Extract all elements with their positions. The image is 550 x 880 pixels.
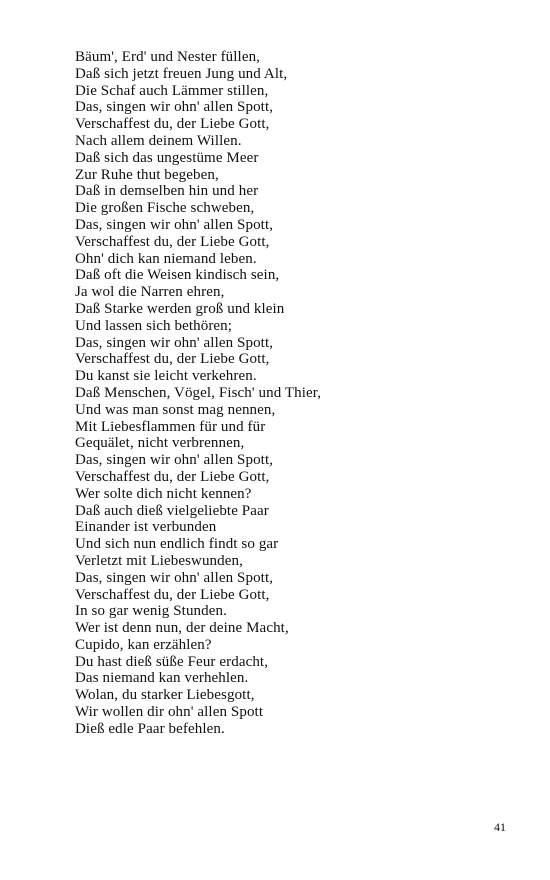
poem-line: Und was man sonst mag nennen,: [75, 401, 276, 418]
poem-line: Verschaffest du, der Liebe Gott,: [75, 351, 270, 368]
poem-line: Wer solte dich nicht kennen?: [75, 485, 252, 502]
poem-line: Cupido, kan erzählen?: [75, 636, 212, 653]
poem-text: [75, 49, 515, 738]
poem-line: Ja wol die Narren ehren,: [75, 284, 225, 301]
poem-line: Nach allem deinem Willen.: [75, 132, 242, 149]
poem-line: Du hast dieß süße Feur erdacht,: [75, 653, 269, 670]
poem-line: Das niemand kan verhehlen.: [75, 670, 249, 687]
poem-line: Verschaffest du, der Liebe Gott,: [75, 586, 270, 603]
poem-line: Mit Liebesflammen für und für: [75, 418, 266, 435]
poem-line: Zur Ruhe thut begeben,: [75, 166, 219, 183]
poem-line: Verschaffest du, der Liebe Gott,: [75, 116, 270, 133]
poem-line: Das, singen wir ohn' allen Spott,: [75, 452, 274, 469]
poem-line: Und lassen sich bethören;: [75, 317, 233, 334]
poem-line: Wolan, du starker Liebesgott,: [75, 687, 255, 704]
poem-line: Bäum', Erd' und Nester füllen,: [75, 49, 261, 65]
poem-line: Verschaffest du, der Liebe Gott,: [75, 233, 270, 250]
poem-line: Gequälet, nicht verbrennen,: [75, 435, 245, 452]
poem-line: Dieß edle Paar befehlen.: [75, 720, 225, 737]
poem-line: Ohn' dich kan niemand leben.: [75, 250, 257, 267]
poem-line: Die Schaf auch Lämmer stillen,: [75, 82, 269, 99]
poem-line: Daß Starke werden groß und klein: [75, 300, 285, 317]
poem-line: Verschaffest du, der Liebe Gott,: [75, 468, 270, 485]
poem-line: Die großen Fische schweben,: [75, 200, 255, 217]
poem-line: Das, singen wir ohn' allen Spott,: [75, 334, 274, 351]
poem-line: Daß Menschen, Vögel, Fisch' und Thier,: [75, 384, 322, 401]
poem-line: Wer ist denn nun, der deine Macht,: [75, 620, 289, 637]
poem-line: Einander ist verbunden: [75, 519, 217, 536]
poem-line: Das, singen wir ohn' allen Spott,: [75, 216, 274, 233]
poem-line: Daß auch dieß vielgeliebte Paar: [75, 502, 269, 519]
poem-line: Daß sich jetzt freuen Jung und Alt,: [75, 65, 288, 82]
poem-line: Wir wollen dir ohn' allen Spott: [75, 704, 264, 721]
poem-line: Daß in demselben hin und her: [75, 183, 259, 200]
poem-line: Das, singen wir ohn' allen Spott,: [75, 569, 274, 586]
poem-line: In so gar wenig Stunden.: [75, 603, 227, 620]
poem-line: Das, singen wir ohn' allen Spott,: [75, 99, 274, 116]
poem-line: Und sich nun endlich findt so gar: [75, 536, 279, 553]
page-number: 41: [494, 820, 506, 834]
poem-line: Daß sich das ungestüme Meer: [75, 149, 259, 166]
poem-line: Du kanst sie leicht verkehren.: [75, 368, 257, 385]
poem-line: Verletzt mit Liebeswunden,: [75, 552, 243, 569]
poem-line: Daß oft die Weisen kindisch sein,: [75, 267, 280, 284]
